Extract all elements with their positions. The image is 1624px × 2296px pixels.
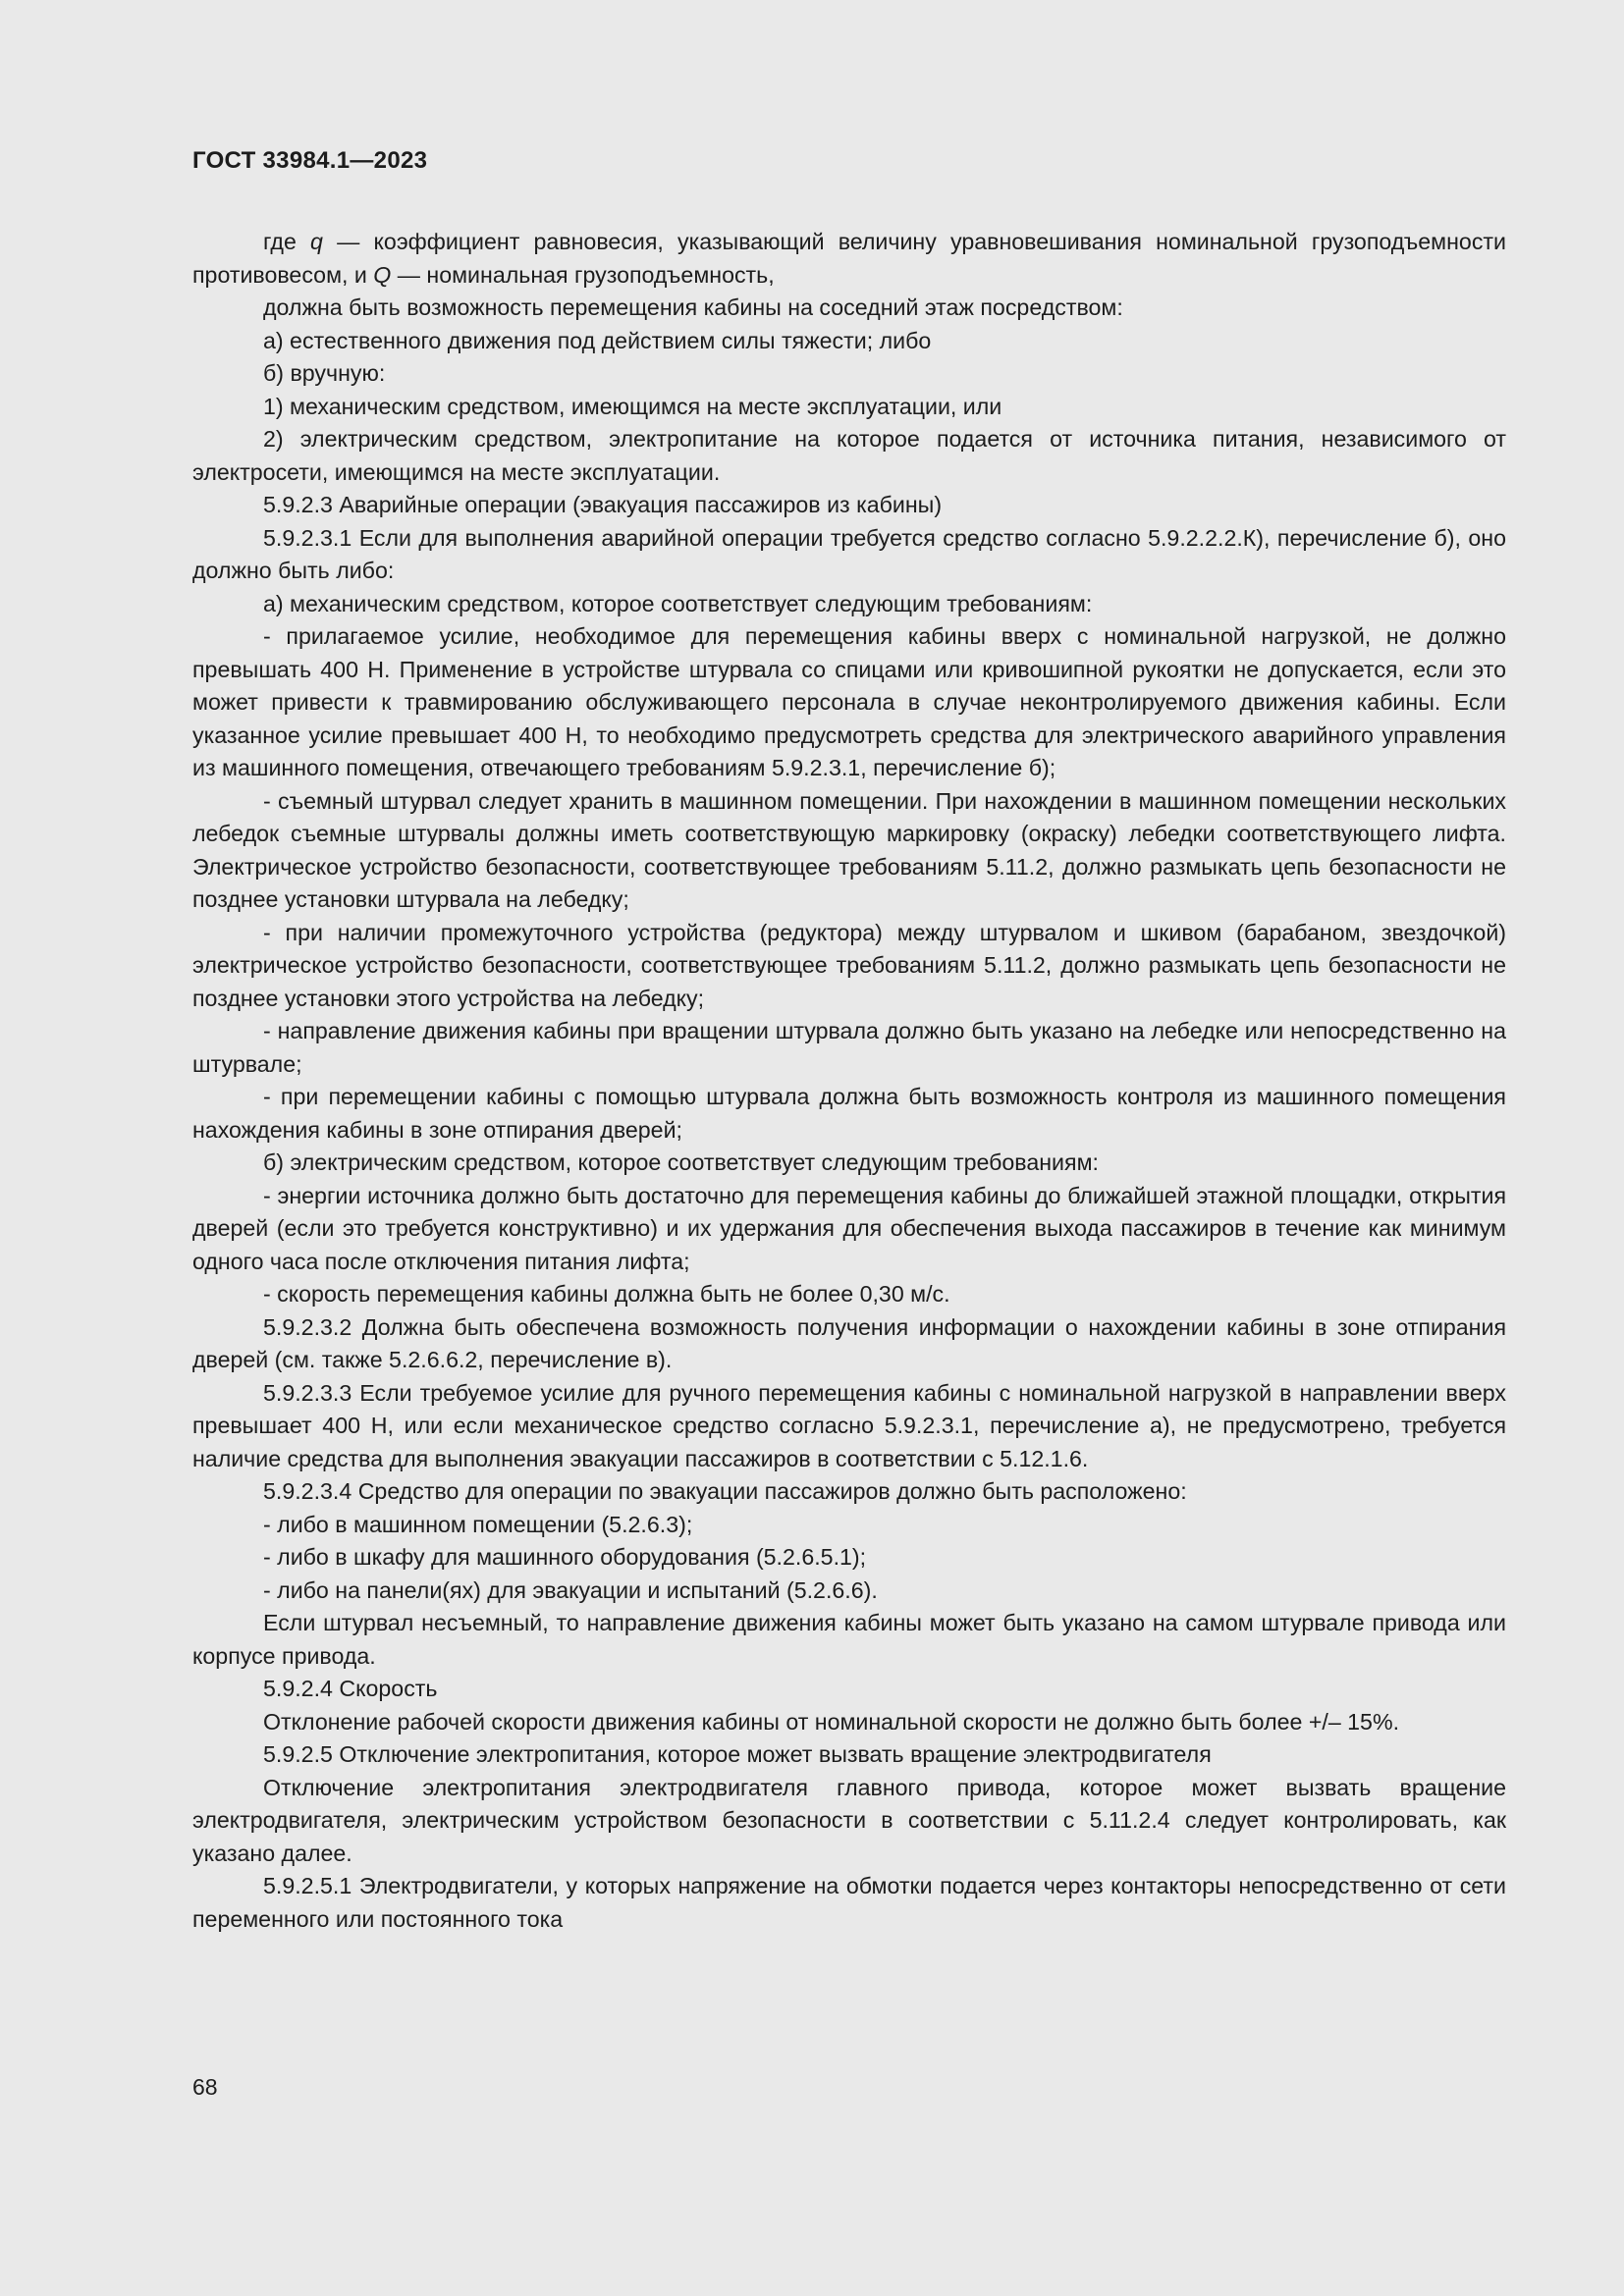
list-item: - энергии источника должно быть достаточно для перемещения кабины до ближайшей этажной площадки, открытия дверей (если это требуется конструктивно) и их удержания для обеспечения выхода пассажиров в течение как минимум одного часа после отключения питания лифта; <box>192 1182 1506 1274</box>
list-item: - при перемещении кабины с помощью штурвала должна быть возможность контроля из машинного помещения нахождения кабины в зоне отпирания дверей; <box>192 1084 1506 1143</box>
paragraph: должна быть возможность перемещения кабины на соседний этаж посредством: <box>263 294 1123 320</box>
list-item: а) механическим средством, которое соответствует следующим требованиям: <box>263 590 1093 616</box>
list-item: - либо в машинном помещении (5.2.6.3); <box>263 1511 693 1537</box>
document-header: ГОСТ 33984.1—2023 <box>192 147 428 174</box>
section-heading: 5.9.2.4 Скорость <box>263 1676 438 1701</box>
page-number: 68 <box>192 2074 218 2100</box>
text-fragment: — коэффициент равновесия, указывающий величину уравновешивания номинальной грузоподъемности противовесом, и <box>192 229 1506 288</box>
list-item: 2) электрическим средством, электропитание на которое подается от источника питания, независимого от электросети, имеющимся на месте эксплуатации. <box>192 426 1506 485</box>
text-fragment: — номинальная грузоподъемность, <box>391 261 775 288</box>
list-item: б) вручную: <box>263 360 386 386</box>
list-item: б) электрическим средством, которое соответствует следующим требованиям: <box>263 1149 1099 1175</box>
list-item: - направление движения кабины при вращении штурвала должно быть указано на лебедке или непосредственно на штурвале; <box>192 1018 1506 1077</box>
list-item: - съемный штурвал следует хранить в машинном помещении. При нахождении в машинном помещении нескольких лебедок съемные штурвалы должны иметь соответствующую маркировку (окраску) лебедки соответствующего лифта. Электрическое устройство безопасности, соответствующее требованиям 5.11.2, должно размыкать цепь безопасности не позднее установки штурвала на лебедку; <box>192 787 1506 912</box>
text-fragment: где <box>263 229 311 254</box>
paragraph: 5.9.2.3.2 Должна быть обеспечена возможность получения информации о нахождении кабины в зоне отпирания дверей (см. также 5.2.6.6.2, перечисление в). <box>192 1313 1506 1372</box>
paragraph: 5.9.2.3.1 Если для выполнения аварийной операции требуется средство согласно 5.9.2.2.2.К), перечисление б), оно должно быть либо: <box>192 524 1506 583</box>
document-body <box>192 226 1506 1936</box>
list-item: 1) механическим средством, имеющимся на месте эксплуатации, или <box>263 393 1002 419</box>
variable-Q: Q <box>373 261 392 288</box>
paragraph: Если штурвал несъемный, то направление движения кабины может быть указано на самом штурвале привода или корпусе привода. <box>192 1610 1506 1669</box>
paragraph: Отклонение рабочей скорости движения кабины от номинальной скорости не должно быть более +/– 15%. <box>263 1708 1400 1735</box>
section-heading: 5.9.2.3 Аварийные операции (эвакуация пассажиров из кабины) <box>263 492 943 517</box>
variable-q: q <box>310 229 323 254</box>
paragraph-coefficient-definition <box>192 226 1506 292</box>
list-item: - при наличии промежуточного устройства (редуктора) между штурвалом и шкивом (барабаном, звездочкой) электрическое устройство безопасности, соответствующее требованиям 5.11.2, должно размыкать цепь безопасности не позднее установки этого устройства на лебедку; <box>192 919 1506 1011</box>
paragraph: Отключение электропитания электродвигателя главного привода, которое может вызвать вращение электродвигателя, электрическим устройством безопасности в соответствии с 5.11.2.4 следует контролировать, как указано далее. <box>192 1774 1506 1866</box>
list-item: а) естественного движения под действием силы тяжести; либо <box>263 327 932 353</box>
list-item: - скорость перемещения кабины должна быть не более 0,30 м/с. <box>263 1281 950 1307</box>
list-item: - либо в шкафу для машинного оборудования (5.2.6.5.1); <box>263 1544 867 1570</box>
section-heading: 5.9.2.5 Отключение электропитания, которое может вызвать вращение электродвигателя <box>263 1741 1212 1767</box>
paragraph: 5.9.2.5.1 Электродвигатели, у которых напряжение на обмотки подается через контакторы непосредственно от сети переменного или постоянного тока <box>192 1873 1506 1932</box>
paragraph: 5.9.2.3.3 Если требуемое усилие для ручного перемещения кабины с номинальной нагрузкой в направлении вверх превышает 400 Н, или если механическое средство согласно 5.9.2.3.1, перечисление а), не предусмотрено, требуется наличие средства для выполнения эвакуации пассажиров в соответствии с 5.12.1.6. <box>192 1379 1506 1471</box>
paragraph: 5.9.2.3.4 Средство для операции по эвакуации пассажиров должно быть расположено: <box>263 1478 1187 1504</box>
list-item: - прилагаемое усилие, необходимое для перемещения кабины вверх с номинальной нагрузкой, не должно превышать 400 Н. Применение в устройстве штурвала со спицами или кривошипной рукоятки не допускается, если это может привести к травмированию обслуживающего персонала в случае неконтролируемого движения кабины. Если указанное усилие превышает 400 Н, то необходимо предусмотреть средства для электрического аварийного управления из машинного помещения, отвечающего требованиям 5.9.2.3.1, перечисление б); <box>192 623 1506 780</box>
list-item: - либо на панели(ях) для эвакуации и испытаний (5.2.6.6). <box>263 1576 878 1603</box>
